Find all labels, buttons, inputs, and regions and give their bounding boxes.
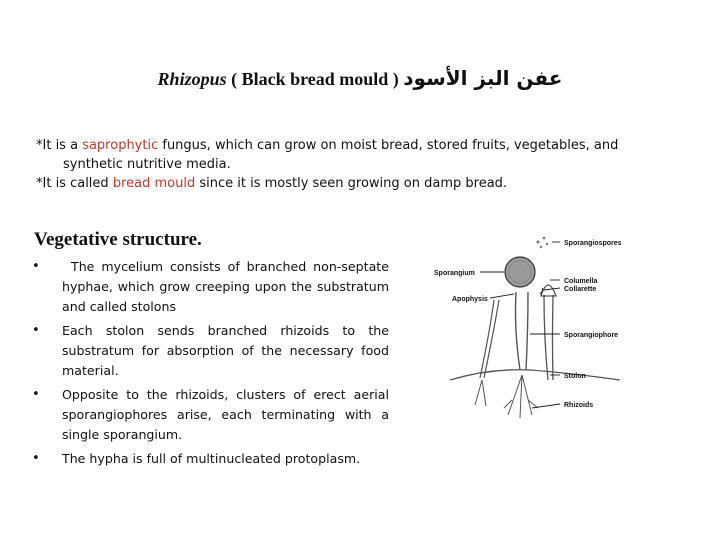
- title-common-name: ( Black bread mould ): [231, 69, 399, 89]
- highlight-bread-mould: bread mould: [112, 176, 196, 191]
- bullet-text: Opposite to the rhizoids, clusters of erect aerial sporangiophores arise, each terminating with a single sporangium.: [62, 387, 389, 442]
- label-rhizoids: Rhizoids: [564, 402, 594, 409]
- rhizoids-shape: [504, 375, 538, 418]
- list-item: [32, 385, 389, 445]
- sporangiophore-stalk-2: [526, 292, 528, 370]
- bullet-list: [32, 257, 389, 473]
- list-item: [32, 257, 389, 317]
- intro-line-2: synthetic nutritive media.: [63, 157, 231, 172]
- bullet-icon: •: [32, 451, 40, 466]
- highlight-saprophytic: saprophytic: [82, 138, 159, 153]
- rhizoids-shape-2: [475, 380, 486, 406]
- list-item: [32, 321, 389, 381]
- spores-icon: [537, 237, 549, 249]
- sporangiophore-stalk: [516, 292, 521, 370]
- rhizopus-diagram: [420, 230, 710, 445]
- intro-text: [36, 136, 636, 193]
- label-collarette: Collarette: [564, 286, 597, 293]
- label-stolon: Stolon: [564, 373, 586, 380]
- bullet-icon: •: [32, 323, 40, 338]
- label-sporangium: Sporangium: [434, 270, 475, 277]
- page-title: [0, 66, 720, 90]
- intro-line-1: *It is a saprophytic fungus, which can grow on moist bread, stored fruits, vegetables, and: [36, 138, 619, 153]
- sporangiophore-3b: [484, 300, 499, 378]
- columella-shape: [541, 285, 556, 296]
- bullet-text: The mycelium consists of branched non-septate hyphae, which grow creeping upon the substratum and called stolons: [62, 259, 389, 314]
- bullet-text: Each stolon sends branched rhizoids to the substratum for absorption of the necessary food material.: [62, 323, 389, 378]
- label-apophysis: Apophysis: [452, 296, 488, 303]
- title-arabic: عفن البز الأسود: [403, 66, 563, 90]
- bullet-icon: •: [32, 259, 40, 274]
- bullet-text: The hypha is full of multinucleated protoplasm.: [62, 451, 361, 466]
- list-item: [32, 449, 389, 469]
- label-sporangiospores: Sporangiospores: [564, 240, 622, 247]
- sporangiophore-2: [544, 295, 548, 380]
- label-columella: Columella: [564, 278, 598, 285]
- section-heading: Vegetative structure.: [34, 229, 202, 250]
- title-genus: Rhizopus: [157, 69, 227, 89]
- sporangium-shape: [505, 257, 535, 287]
- intro-line-3: *It is called bread mould since it is mostly seen growing on damp bread.: [36, 176, 508, 191]
- bullet-icon: •: [32, 387, 40, 402]
- sporangiophore-2b: [553, 295, 554, 380]
- stolon-hypha: [450, 370, 620, 380]
- label-sporangiophore: Sporangiophore: [564, 332, 619, 339]
